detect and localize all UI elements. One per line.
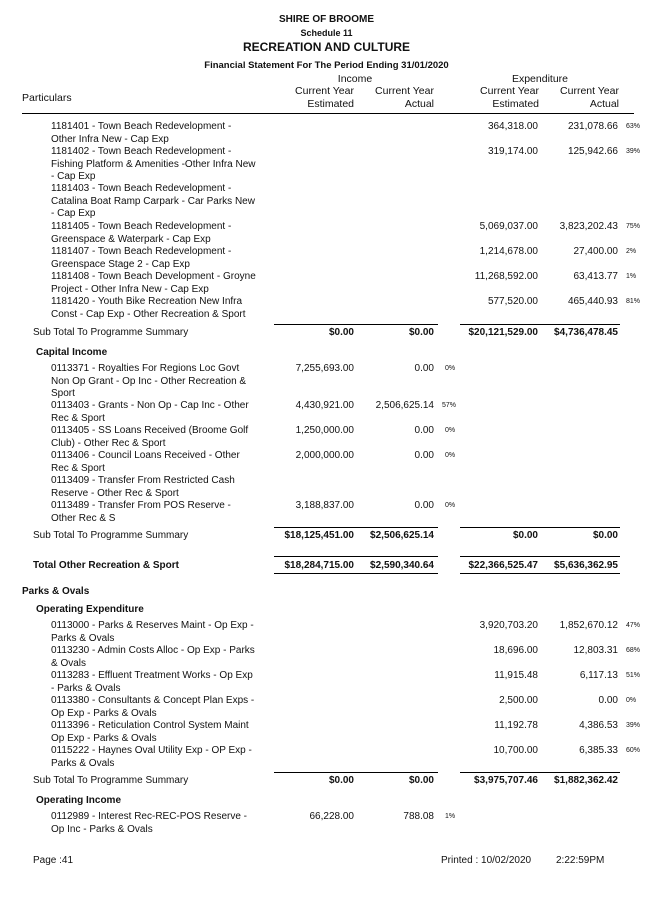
expenditure-actual: 12,803.31 xyxy=(573,645,618,656)
program-heading: Parks & Ovals xyxy=(22,586,90,597)
section-title: RECREATION AND CULTURE xyxy=(242,40,411,54)
income-actual: 0.00 xyxy=(414,363,434,374)
row-description: 1181402 - Town Beach Redevelopment - Fishing Platform & Amenities -Other Infra New - Cap Exp xyxy=(51,146,256,182)
percent-used: 2% xyxy=(626,248,637,255)
expenditure-estimated: $20,121,529.00 xyxy=(468,327,538,338)
percent-received: 0% xyxy=(445,502,456,509)
income-estimated: $18,125,451.00 xyxy=(284,530,354,541)
row-description: 0115222 - Haynes Oval Utility Exp - OP Exp - Parks & Ovals xyxy=(51,745,252,769)
expenditure-estimated: 11,268,592.00 xyxy=(474,271,538,282)
printed-time: 2:22:59PM xyxy=(556,855,605,866)
expenditure-estimated: 3,920,703.20 xyxy=(479,620,538,631)
income-actual: 788.08 xyxy=(403,811,434,822)
subtotal-label: Sub Total To Programme Summary xyxy=(33,327,189,338)
percent-used: 39% xyxy=(626,148,641,155)
expenditure-actual: 3,823,202.43 xyxy=(559,221,618,232)
row-description: 1181401 - Town Beach Redevelopment -Other Infra New - Cap Exp xyxy=(51,121,232,145)
percent-used: 81% xyxy=(626,298,641,305)
expenditure-estimated: 577,520.00 xyxy=(487,296,538,307)
percent-used: 75% xyxy=(626,223,641,230)
income-estimated-header-2: Estimated xyxy=(307,98,354,110)
subtotal-rule xyxy=(460,772,620,773)
income-actual-header-2: Actual xyxy=(404,98,434,110)
row-description: 0113396 - Reticulation Control System Maint Op Exp - Parks & Ovals xyxy=(51,720,249,744)
expenditure-actual: 231,078.66 xyxy=(567,121,618,132)
income-actual: $0.00 xyxy=(408,327,434,338)
expenditure-actual: 6,117.13 xyxy=(579,670,618,681)
header-divider xyxy=(22,113,634,114)
subtotal-rule xyxy=(274,324,438,325)
row-description: 0113230 - Admin Costs Alloc - Op Exp - Parks & Ovals xyxy=(51,645,255,669)
percent-received: 1% xyxy=(445,813,456,820)
subtotal-rule xyxy=(274,527,438,528)
expenditure-actual: $1,882,362.42 xyxy=(554,775,618,786)
percent-used: 47% xyxy=(626,622,641,629)
subtotal-label: Sub Total To Programme Summary xyxy=(33,530,189,541)
expenditure-estimated-header-2: Estimated xyxy=(492,98,539,110)
row-description: 1181407 - Town Beach Redevelopment - Greenspace Stage 2 - Cap Exp xyxy=(51,246,232,270)
percent-used: 60% xyxy=(626,747,641,754)
row-description: 1181408 - Town Beach Development - Groyne Project - Other Infra New - Cap Exp xyxy=(51,271,256,295)
expenditure-estimated: $3,975,707.46 xyxy=(474,775,538,786)
income-estimated: $0.00 xyxy=(328,327,354,338)
percent-received: 0% xyxy=(445,452,456,459)
subtotal-rule xyxy=(274,772,438,773)
subtotal-label: Sub Total To Programme Summary xyxy=(33,775,189,786)
expenditure-estimated: 11,915.48 xyxy=(494,670,538,681)
expenditure-actual: $4,736,478.45 xyxy=(554,327,618,338)
row-description: 0113371 - Royalties For Regions Loc Govt Non Op Grant - Op Inc - Other Recreation & Sport xyxy=(51,363,247,399)
income-actual: $0.00 xyxy=(408,775,434,786)
expenditure-estimated: 5,069,037.00 xyxy=(479,221,538,232)
percent-used: 39% xyxy=(626,722,641,729)
expenditure-estimated: 2,500.00 xyxy=(499,695,538,706)
expenditure-estimated: 319,174.00 xyxy=(487,146,538,157)
expenditure-actual: 4,386.53 xyxy=(579,720,618,731)
expenditure-actual: 465,440.93 xyxy=(567,296,618,307)
printed-date: Printed : 10/02/2020 xyxy=(441,855,532,866)
schedule-number: Schedule 11 xyxy=(300,28,353,38)
particulars-header: Particulars xyxy=(22,92,72,104)
expenditure-estimated-header-1: Current Year xyxy=(480,85,539,97)
expenditure-actual: 27,400.00 xyxy=(573,246,618,257)
total-underline xyxy=(460,573,620,574)
income-estimated: $18,284,715.00 xyxy=(284,560,354,571)
income-estimated: 1,250,000.00 xyxy=(295,425,354,436)
income-actual: $2,590,340.64 xyxy=(370,560,434,571)
income-actual: 0.00 xyxy=(414,500,434,511)
expenditure-estimated: 18,696.00 xyxy=(493,645,538,656)
income-header: Income xyxy=(337,73,373,85)
row-description: 0113489 - Transfer From POS Reserve - Other Rec & S xyxy=(51,500,231,524)
income-estimated-header-1: Current Year xyxy=(295,85,354,97)
total-rule xyxy=(460,556,620,557)
row-description: 0113283 - Effluent Treatment Works - Op Exp - Parks & Ovals xyxy=(51,670,253,694)
expenditure-estimated: $0.00 xyxy=(512,530,538,541)
income-estimated: 66,228.00 xyxy=(309,811,354,822)
percent-received: 0% xyxy=(445,427,456,434)
subtotal-rule xyxy=(460,527,620,528)
expenditure-actual-header-1: Current Year xyxy=(560,85,619,97)
percent-used: 68% xyxy=(626,647,641,654)
percent-used: 51% xyxy=(626,672,641,679)
row-description: 1181420 - Youth Bike Recreation New Infra Const - Cap Exp - Other Recreation & Sport xyxy=(51,296,246,320)
expenditure-estimated: $22,366,525.47 xyxy=(468,560,538,571)
income-actual: $2,506,625.14 xyxy=(370,530,434,541)
expenditure-actual: $0.00 xyxy=(592,530,618,541)
expenditure-estimated: 10,700.00 xyxy=(493,745,538,756)
percent-received: 0% xyxy=(445,365,456,372)
percent-used: 63% xyxy=(626,123,641,130)
income-actual: 0.00 xyxy=(414,450,434,461)
section-heading: Operating Income xyxy=(36,795,122,806)
statement-title: Financial Statement For The Period Ending 31/01/2020 xyxy=(204,60,449,71)
income-actual: 0.00 xyxy=(414,425,434,436)
expenditure-actual: 125,942.66 xyxy=(567,146,618,157)
income-estimated: $0.00 xyxy=(328,775,354,786)
income-actual-header-1: Current Year xyxy=(375,85,434,97)
total-rule xyxy=(274,556,438,557)
expenditure-actual-header-2: Actual xyxy=(589,98,619,110)
row-description: 0113406 - Council Loans Received - Other Rec & Sport xyxy=(51,450,240,474)
percent-received: 57% xyxy=(442,402,457,409)
income-estimated: 4,430,921.00 xyxy=(295,400,354,411)
row-description: 0113409 - Transfer From Restricted Cash Reserve - Other Rec & Sport xyxy=(51,475,235,499)
row-description: 0113380 - Consultants & Concept Plan Exps - Op Exp - Parks & Ovals xyxy=(51,695,255,719)
section-heading: Capital Income xyxy=(36,347,108,358)
expenditure-actual: 1,852,670.12 xyxy=(559,620,618,631)
total-underline xyxy=(274,573,438,574)
total-label: Total Other Recreation & Sport xyxy=(33,560,179,571)
expenditure-estimated: 364,318.00 xyxy=(487,121,538,132)
organisation-name: SHIRE OF BROOME xyxy=(278,14,374,25)
row-description: 0113403 - Grants - Non Op - Cap Inc - Other Rec & Sport xyxy=(51,400,249,424)
row-description: 1181403 - Town Beach Redevelopment - Catalina Boat Ramp Carpark - Car Parks New - Cap Exp xyxy=(51,183,255,219)
row-description: 1181405 - Town Beach Redevelopment - Greenspace & Waterpark - Cap Exp xyxy=(51,221,232,245)
expenditure-actual: $5,636,362.95 xyxy=(554,560,618,571)
income-estimated: 2,000,000.00 xyxy=(295,450,354,461)
percent-used: 0% xyxy=(626,697,637,704)
row-description: 0113000 - Parks & Reserves Maint - Op Exp - Parks & Ovals xyxy=(51,620,254,644)
income-actual: 2,506,625.14 xyxy=(375,400,434,411)
expenditure-actual: 63,413.77 xyxy=(573,271,618,282)
expenditure-actual: 6,385.33 xyxy=(579,745,618,756)
row-description: 0112989 - Interest Rec-REC-POS Reserve - Op Inc - Parks & Ovals xyxy=(51,811,248,835)
expenditure-actual: 0.00 xyxy=(598,695,618,706)
income-estimated: 3,188,837.00 xyxy=(295,500,354,511)
page-number: Page :41 xyxy=(33,855,74,866)
percent-used: 1% xyxy=(626,273,637,280)
expenditure-header: Expenditure xyxy=(511,73,569,85)
row-description: 0113405 - SS Loans Received (Broome Golf Club) - Other Rec & Sport xyxy=(51,425,249,449)
expenditure-estimated: 1,214,678.00 xyxy=(479,246,538,257)
section-heading: Operating Expenditure xyxy=(36,604,144,615)
subtotal-rule xyxy=(460,324,620,325)
expenditure-estimated: 11,192.78 xyxy=(494,720,538,731)
income-estimated: 7,255,693.00 xyxy=(295,363,354,374)
